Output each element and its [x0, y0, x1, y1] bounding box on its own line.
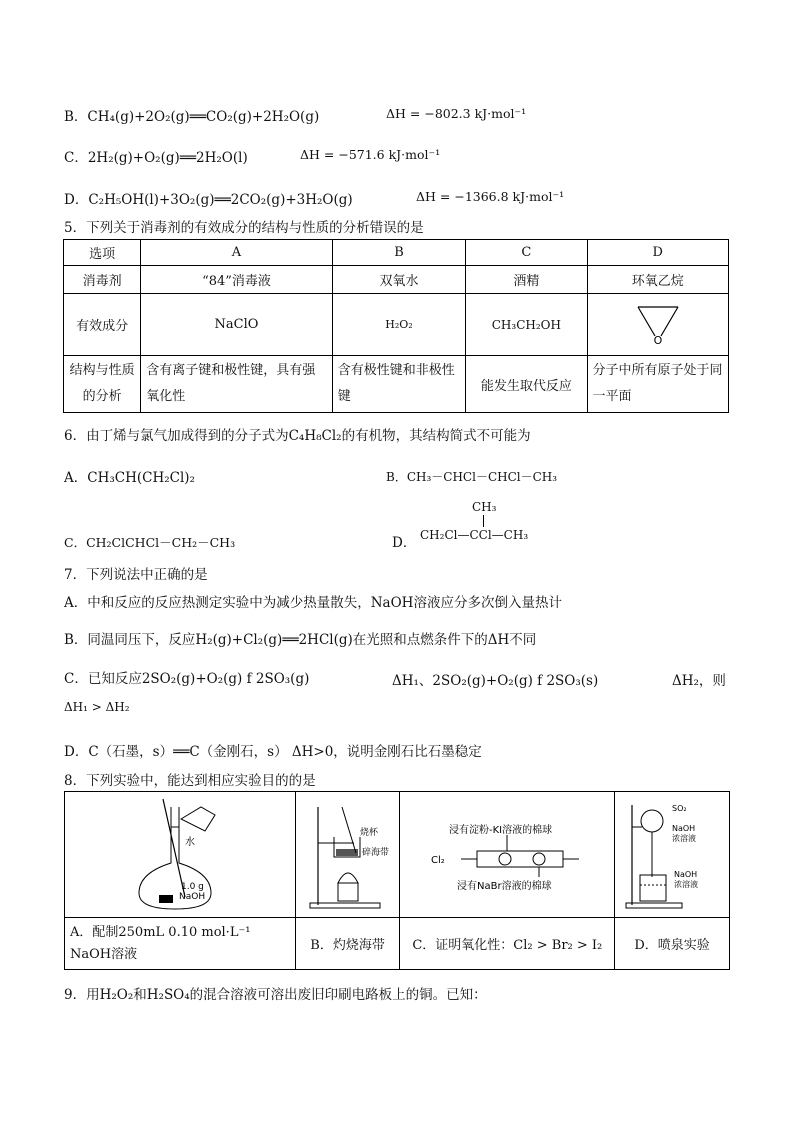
q8-c-nabr-label: 浸有NaBr溶液的棉球 — [457, 880, 552, 892]
q4-c-dh: ΔH = −571.6 kJ·mol⁻¹ — [300, 147, 441, 162]
q5-b-component: H₂O₂ — [332, 294, 465, 356]
q5-header-a: A — [141, 240, 333, 266]
q8-a-water-label: 水 — [184, 836, 195, 848]
q5-stem: 5．下列关于消毒剂的有效成分的结构与性质的分析错误的是 — [64, 220, 424, 236]
q8-d-naoh-label-1: NaOH — [672, 823, 696, 833]
q5-row-label-component: 有效成分 — [64, 294, 141, 356]
q7-option-a: A．中和反应的反应热测定实验中为减少热量散失，NaOH溶液应分多次倒入量热计 — [64, 595, 562, 611]
q5-a-analysis: 含有离子键和极性键，具有强氧化性 — [141, 356, 333, 413]
q5-row-label-analysis: 结构与性质的分析 — [64, 356, 141, 413]
q5-header-d: D — [587, 240, 728, 266]
q8-b-seaweed-label: 碎海带 — [361, 847, 389, 858]
q4-b-dh: ΔH = −802.3 kJ·mol⁻¹ — [386, 106, 527, 121]
q5-header-c: C — [466, 240, 587, 266]
q6-option-d-label: D． — [392, 535, 417, 551]
q5-header-b: B — [332, 240, 465, 266]
q8-figure-d — [615, 792, 730, 918]
q8-stem: 8．下列实验中，能达到相应实验目的的是 — [64, 773, 316, 789]
q5-c-disinfectant: 酒精 — [466, 266, 587, 294]
q4-d-prefix: D． — [64, 192, 89, 208]
q8-option-b: B．灼烧海带 — [295, 918, 400, 970]
q8-d-so2-label: SO₂ — [672, 803, 687, 813]
q7-option-b: B．同温同压下，反应H₂(g)+Cl₂(g)══2HCl(g)在光照和点燃条件下的ΔH不同 — [64, 632, 537, 648]
q5-c-component: CH₃CH₂OH — [466, 294, 587, 356]
q4-b-equation: CH₄(g)+2O₂(g)══CO₂(g)+2H₂O(g) — [87, 109, 320, 125]
q5-header-option: 选项 — [64, 240, 141, 266]
q5-b-disinfectant: 双氧水 — [332, 266, 465, 294]
q8-d-naoh-label-2: NaOH — [674, 869, 698, 879]
q6-d-main-chain: CH₂Cl—CCl—CH₃ — [420, 528, 529, 542]
q7-option-c: C．已知反应2SO₂(g)+O₂(g) f 2SO₃(g) — [64, 671, 310, 687]
q8-a-mass-label: 1.0 g — [180, 881, 204, 892]
q5-d-component — [587, 294, 728, 356]
q5-d-disinfectant: 环氧乙烷 — [587, 266, 728, 294]
q8-c-ki-label: 浸有淀粉-KI溶液的棉球 — [449, 824, 553, 836]
q4-b-prefix: B． — [64, 109, 88, 125]
q4-d-equation: C₂H₅OH(l)+3O₂(g)══2CO₂(g)+3H₂O(g) — [88, 192, 353, 208]
q7-option-c-continued: ΔH₁ > ΔH₂ — [64, 700, 130, 714]
q8-option-a: A．配制250mL 0.10 mol·L⁻¹ NaOH溶液 — [65, 918, 296, 970]
q5-d-analysis: 分子中所有原子处于同一平面 — [587, 356, 728, 413]
q6-stem: 6．由丁烯与氯气加成得到的分子式为C₄H₈Cl₂的有机物，其结构简式不可能为 — [64, 428, 531, 444]
q6-d-top-group: CH₃ — [472, 500, 497, 514]
q6-d-bond — [483, 515, 484, 527]
q8-figure-c — [400, 792, 615, 918]
q5-a-component: NaClO — [141, 294, 333, 356]
q8-a-naoh-label: NaOH — [178, 891, 205, 902]
q5-row-label-disinfectant: 消毒剂 — [64, 266, 141, 294]
q4-c-prefix: C． — [64, 150, 88, 166]
q9-stem: 9．用H₂O₂和H₂SO₄的混合溶液可溶出废旧印刷电路板上的铜。已知： — [64, 987, 487, 1003]
q5-table — [63, 239, 729, 413]
epoxide-oxygen-label: O — [653, 333, 663, 347]
q7-stem: 7．下列说法中正确的是 — [64, 567, 208, 583]
q7-option-c-dh1: ΔH₁、2SO₂(g)+O₂(g) f 2SO₃(s) — [392, 673, 599, 689]
q8-b-beaker-label: 烧杯 — [359, 827, 378, 838]
q4-option-d — [64, 188, 353, 208]
fountain-experiment-icon — [622, 797, 722, 913]
q5-a-disinfectant: “84”消毒液 — [141, 266, 333, 294]
q6-option-b: B．CH₃－CHCl－CHCl－CH₃ — [386, 470, 558, 484]
q8-table — [64, 791, 730, 970]
q4-d-dh: ΔH = −1366.8 kJ·mol⁻¹ — [416, 189, 565, 204]
q4-option-b — [64, 105, 319, 125]
burning-seaweed-setup-icon — [304, 797, 392, 913]
q6-option-a: A．CH₃CH(CH₂Cl)₂ — [64, 470, 195, 486]
q8-figure-b — [295, 792, 400, 918]
volumetric-flask-icon — [125, 797, 235, 913]
q8-option-d: D．喷泉实验 — [615, 918, 730, 970]
q8-c-cl2-label: Cl₂ — [431, 854, 446, 866]
q4-option-c — [64, 146, 248, 166]
q7-option-c-dh2: ΔH₂，则 — [672, 673, 726, 689]
q8-figure-a — [65, 792, 296, 918]
halogen-tube-icon — [407, 797, 607, 913]
q6-option-c: C．CH₂ClCHCl－CH₂－CH₃ — [64, 535, 236, 550]
q8-d-conc-label-1: 浓溶液 — [672, 833, 697, 843]
q7-option-d: D．C（石墨，s）══C（金刚石，s） ΔH>0，说明金刚石比石墨稳定 — [64, 744, 482, 760]
epoxide-structure-icon — [628, 299, 688, 347]
q5-b-analysis: 含有极性键和非极性键 — [332, 356, 465, 413]
q4-c-equation: 2H₂(g)+O₂(g)══2H₂O(l) — [87, 150, 248, 166]
q8-option-c: C．证明氧化性：Cl₂ > Br₂ > I₂ — [400, 918, 615, 970]
q8-d-conc-label-2: 浓溶液 — [674, 879, 699, 889]
q5-c-analysis: 能发生取代反应 — [466, 356, 587, 413]
